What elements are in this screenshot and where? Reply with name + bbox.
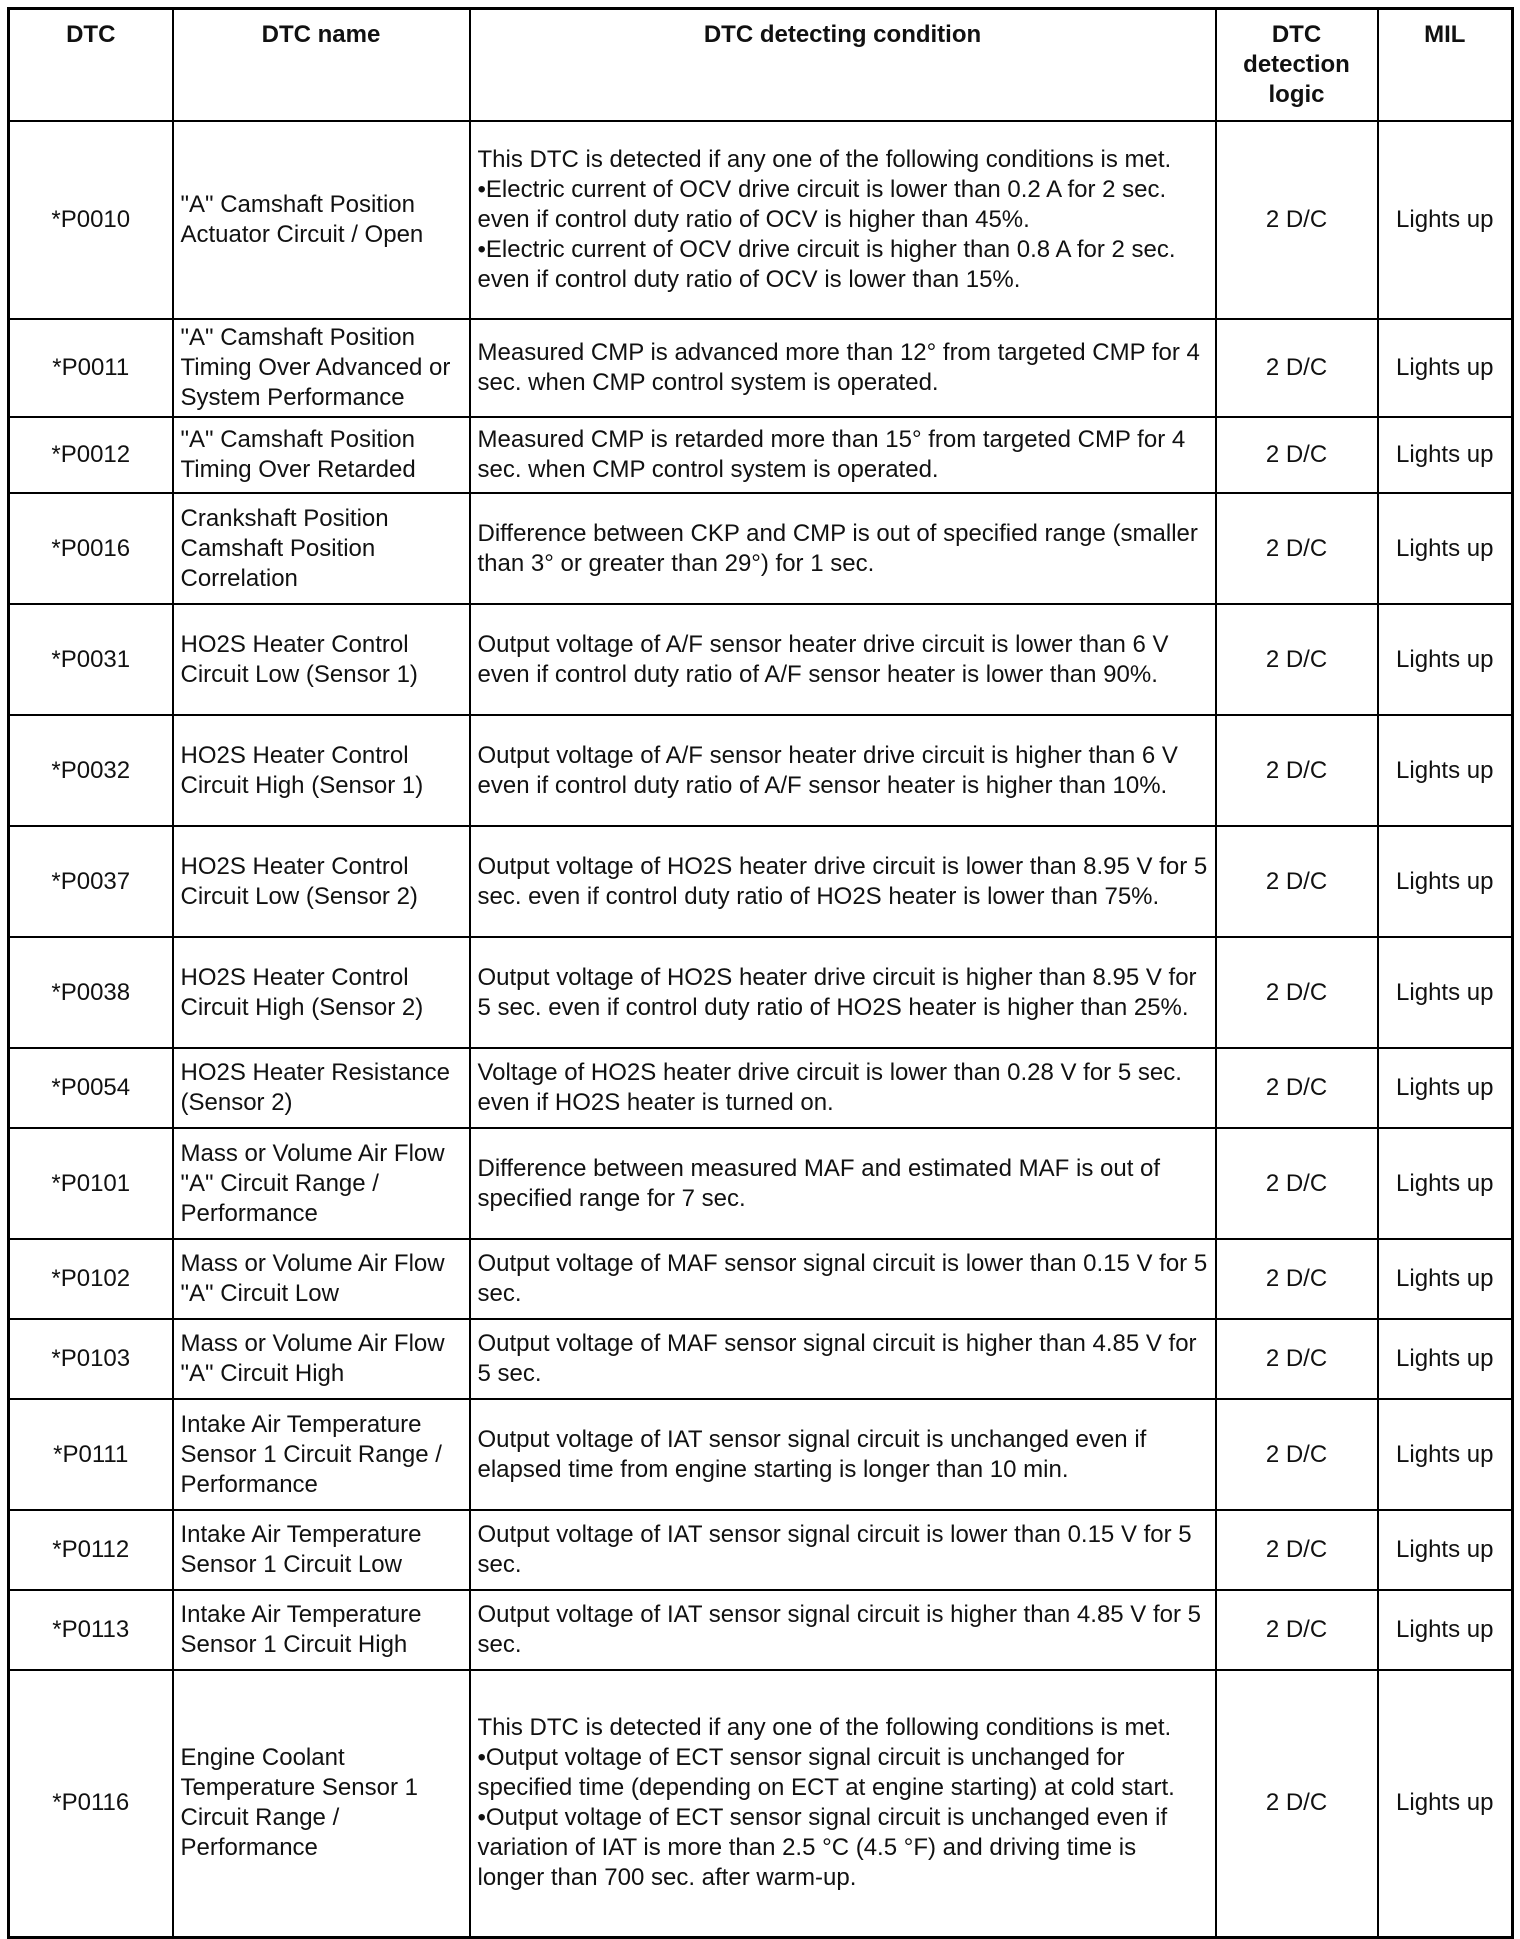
dtc-name: Mass or Volume Air Flow "A" Circuit Low [173, 1239, 470, 1319]
dtc-code: *P0032 [9, 715, 173, 826]
dtc-code: *P0103 [9, 1319, 173, 1399]
header-mil: MIL [1378, 9, 1513, 122]
detection-logic: 2 D/C [1216, 1048, 1378, 1128]
dtc-code: *P0101 [9, 1128, 173, 1239]
detecting-condition [470, 826, 1216, 937]
mil-status: Lights up [1378, 121, 1513, 319]
detection-logic: 2 D/C [1216, 1239, 1378, 1319]
condition-line: Measured CMP is retarded more than 15° from targeted CMP for 4 sec. when CMP control system is operated. [477, 426, 1186, 483]
detecting-condition [470, 1048, 1216, 1128]
dtc-code: *P0031 [9, 604, 173, 715]
mil-status: Lights up [1378, 826, 1513, 937]
condition-line: Output voltage of IAT sensor signal circuit is higher than 4.85 V for 5 sec. [477, 1601, 1202, 1658]
dtc-code: *P0038 [9, 937, 173, 1048]
mil-status: Lights up [1378, 493, 1513, 604]
table-row [9, 1510, 1513, 1590]
condition-line: This DTC is detected if any one of the following conditions is met. [477, 1714, 1172, 1742]
condition-line: Output voltage of IAT sensor signal circuit is unchanged even if elapsed time from engine starting is longer than 10 min. [477, 1425, 1147, 1483]
mil-status: Lights up [1378, 1510, 1513, 1590]
table-body [9, 121, 1513, 1937]
detection-logic: 2 D/C [1216, 715, 1378, 826]
dtc-name: Mass or Volume Air Flow "A" Circuit High [173, 1319, 470, 1399]
condition-line: This DTC is detected if any one of the following conditions is met. [477, 146, 1172, 173]
detection-logic: 2 D/C [1216, 937, 1378, 1048]
detecting-condition [470, 715, 1216, 826]
detection-logic: 2 D/C [1216, 1590, 1378, 1670]
detection-logic: 2 D/C [1216, 1510, 1378, 1590]
detecting-condition [470, 493, 1216, 604]
condition-line: Output voltage of MAF sensor signal circuit is higher than 4.85 V for 5 sec. [477, 1330, 1197, 1387]
header-row [9, 9, 1513, 122]
dtc-code: *P0012 [9, 417, 173, 493]
condition-line: Output voltage of IAT sensor signal circuit is lower than 0.15 V for 5 sec. [477, 1521, 1192, 1578]
header-detecting-condition: DTC detecting condition [470, 9, 1216, 122]
condition-line: Voltage of HO2S heater drive circuit is lower than 0.28 V for 5 sec. even if HO2S heater is turned on. [477, 1059, 1182, 1116]
table-row [9, 417, 1513, 493]
dtc-name: HO2S Heater Control Circuit Low (Sensor 1) [173, 604, 470, 715]
dtc-name: Intake Air Temperature Sensor 1 Circuit Range / Performance [173, 1399, 470, 1510]
table-row [9, 1590, 1513, 1670]
dtc-code: *P0011 [9, 319, 173, 417]
dtc-name: Intake Air Temperature Sensor 1 Circuit Low [173, 1510, 470, 1590]
mil-status: Lights up [1378, 1048, 1513, 1128]
table-row [9, 937, 1513, 1048]
detection-logic: 2 D/C [1216, 604, 1378, 715]
dtc-code: *P0016 [9, 493, 173, 604]
dtc-name: "A" Camshaft Position Timing Over Retarded [173, 417, 470, 493]
dtc-name: Engine Coolant Temperature Sensor 1 Circuit Range / Performance [173, 1670, 470, 1937]
detecting-condition [470, 417, 1216, 493]
detecting-condition [470, 1239, 1216, 1319]
table-row [9, 493, 1513, 604]
condition-line: •Output voltage of ECT sensor signal circuit is unchanged for specified time (depending on ECT at engine starting) at cold start. [477, 1744, 1175, 1802]
table-row [9, 715, 1513, 826]
detecting-condition [470, 1510, 1216, 1590]
detecting-condition [470, 604, 1216, 715]
table-row [9, 121, 1513, 319]
table-row [9, 826, 1513, 937]
detecting-condition [470, 319, 1216, 417]
mil-status: Lights up [1378, 715, 1513, 826]
table-row [9, 1239, 1513, 1319]
table-row [9, 1670, 1513, 1937]
condition-line: Output voltage of A/F sensor heater drive circuit is lower than 6 V even if control duty ratio of A/F sensor heater is lower than 90%. [477, 630, 1169, 688]
detecting-condition [470, 121, 1216, 319]
detection-logic: 2 D/C [1216, 417, 1378, 493]
mil-status: Lights up [1378, 319, 1513, 417]
detection-logic: 2 D/C [1216, 826, 1378, 937]
mil-status: Lights up [1378, 417, 1513, 493]
dtc-name: HO2S Heater Control Circuit High (Sensor 2) [173, 937, 470, 1048]
table-row [9, 1399, 1513, 1510]
detecting-condition [470, 1670, 1216, 1937]
table-row [9, 1319, 1513, 1399]
dtc-code: *P0037 [9, 826, 173, 937]
dtc-name: HO2S Heater Control Circuit Low (Sensor 2) [173, 826, 470, 937]
condition-line: Difference between measured MAF and estimated MAF is out of specified range for 7 sec. [477, 1154, 1161, 1212]
mil-status: Lights up [1378, 1319, 1513, 1399]
condition-line: Difference between CKP and CMP is out of specified range (smaller than 3° or greater than 29°) for 1 sec. [477, 519, 1198, 577]
detecting-condition [470, 937, 1216, 1048]
dtc-code: *P0102 [9, 1239, 173, 1319]
detection-logic: 2 D/C [1216, 1399, 1378, 1510]
dtc-code: *P0111 [9, 1399, 173, 1510]
dtc-code: *P0113 [9, 1590, 173, 1670]
dtc-name: Crankshaft Position Camshaft Position Correlation [173, 493, 470, 604]
mil-status: Lights up [1378, 1590, 1513, 1670]
dtc-table [7, 7, 1514, 1939]
condition-line: Output voltage of HO2S heater drive circuit is lower than 8.95 V for 5 sec. even if control duty ratio of HO2S heater is lower than 75%. [477, 852, 1208, 910]
detecting-condition [470, 1399, 1216, 1510]
condition-line: Output voltage of A/F sensor heater drive circuit is higher than 6 V even if control duty ratio of A/F sensor heater is higher than 10%. [477, 741, 1178, 799]
condition-line: Output voltage of HO2S heater drive circuit is higher than 8.95 V for 5 sec. even if control duty ratio of HO2S heater is higher than 25%. [477, 963, 1197, 1021]
condition-line: Measured CMP is advanced more than 12° from targeted CMP for 4 sec. when CMP control system is operated. [477, 339, 1200, 396]
table-row [9, 604, 1513, 715]
condition-line: Output voltage of MAF sensor signal circuit is lower than 0.15 V for 5 sec. [477, 1250, 1208, 1307]
detection-logic: 2 D/C [1216, 1128, 1378, 1239]
dtc-name: "A" Camshaft Position Actuator Circuit / Open [173, 121, 470, 319]
dtc-name: Intake Air Temperature Sensor 1 Circuit High [173, 1590, 470, 1670]
condition-line: •Output voltage of ECT sensor signal circuit is unchanged even if variation of IAT is more than 2.5 °C (4.5 °F) and driving time is longer than 700 sec. after warm-up. [477, 1804, 1168, 1892]
detection-logic: 2 D/C [1216, 1319, 1378, 1399]
dtc-code: *P0054 [9, 1048, 173, 1128]
dtc-name: Mass or Volume Air Flow "A" Circuit Range / Performance [173, 1128, 470, 1239]
header-detection-logic: DTC detection logic [1216, 9, 1378, 122]
table-row [9, 1128, 1513, 1239]
mil-status: Lights up [1378, 937, 1513, 1048]
dtc-name: HO2S Heater Resistance (Sensor 2) [173, 1048, 470, 1128]
dtc-name: HO2S Heater Control Circuit High (Sensor 1) [173, 715, 470, 826]
mil-status: Lights up [1378, 1670, 1513, 1937]
condition-line: •Electric current of OCV drive circuit is higher than 0.8 A for 2 sec. even if control duty ratio of OCV is lower than 15%. [477, 236, 1176, 293]
detection-logic: 2 D/C [1216, 121, 1378, 319]
header-dtc: DTC [9, 9, 173, 122]
mil-status: Lights up [1378, 1399, 1513, 1510]
mil-status: Lights up [1378, 1128, 1513, 1239]
detection-logic: 2 D/C [1216, 319, 1378, 417]
detection-logic: 2 D/C [1216, 493, 1378, 604]
dtc-name: "A" Camshaft Position Timing Over Advanced or System Performance [173, 319, 470, 417]
dtc-code: *P0112 [9, 1510, 173, 1590]
mil-status: Lights up [1378, 1239, 1513, 1319]
table-row [9, 1048, 1513, 1128]
detecting-condition [470, 1319, 1216, 1399]
detecting-condition [470, 1128, 1216, 1239]
dtc-code: *P0116 [9, 1670, 173, 1937]
mil-status: Lights up [1378, 604, 1513, 715]
detecting-condition [470, 1590, 1216, 1670]
table-row [9, 319, 1513, 417]
detection-logic: 2 D/C [1216, 1670, 1378, 1937]
condition-line: •Electric current of OCV drive circuit is lower than 0.2 A for 2 sec. even if control duty ratio of OCV is higher than 45%. [477, 176, 1167, 233]
header-dtc-name: DTC name [173, 9, 470, 122]
dtc-code: *P0010 [9, 121, 173, 319]
